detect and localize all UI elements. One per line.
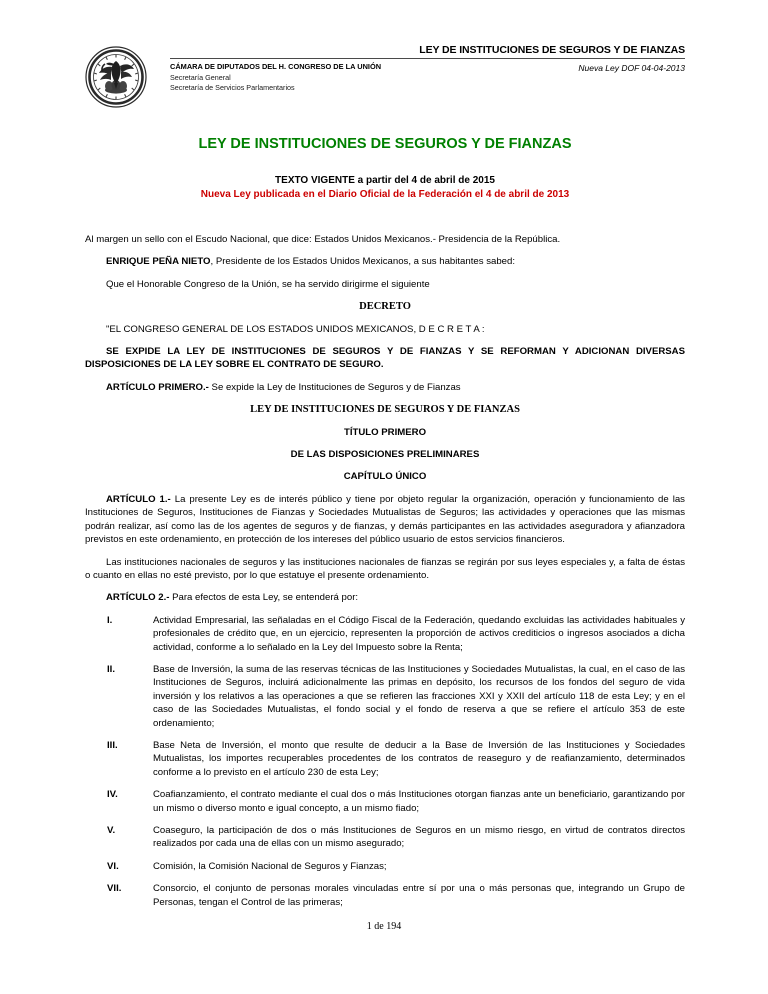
definition-numeral: II. bbox=[107, 663, 115, 675]
subtitle-texto-vigente: TEXTO VIGENTE a partir del 4 de abril de 2015 bbox=[275, 175, 495, 186]
page-title: LEY DE INSTITUCIONES DE SEGUROS Y DE FIANZAS bbox=[198, 136, 572, 152]
list-item bbox=[85, 788, 685, 815]
paragraph-congress-line: Que el Honorable Congreso de la Unión, se ha servido dirigirme el siguiente bbox=[106, 278, 430, 290]
articulo-2-text: Para efectos de esta Ley, se entenderá por: bbox=[169, 592, 359, 604]
heading-decreto: DECRETO bbox=[359, 301, 411, 313]
articulo-primero-text: Se expide la Ley de Instituciones de Seguros y de Fianzas bbox=[208, 381, 461, 393]
list-item bbox=[85, 882, 685, 909]
definition-text: Coafianzamiento, el contrato mediante el cual dos o más Instituciones otorgan fianzas ante un beneficiario, garantizando por un mismo o diverso monto e igual concepto, a un mismo fiado; bbox=[153, 789, 685, 814]
president-rest: , Presidente de los Estados Unidos Mexicanos, a sus habitantes sabed: bbox=[210, 256, 515, 268]
header-dof-note: Nueva Ley DOF 04-04-2013 bbox=[578, 63, 685, 73]
definition-text: Base Neta de Inversión, el monto que resulte de deducir a la Base de Inversión de las Instituciones y Sociedades Mutualistas, los importes recuperables procedentes de los contratos de reaseguro y de reafianzamiento, determinados conforme a lo previsto en el artículo 230 de esta Ley; bbox=[153, 739, 685, 778]
header-institution-block bbox=[170, 62, 381, 94]
heading-ley-instituciones: LEY DE INSTITUCIONES DE SEGUROS Y DE FIANZAS bbox=[250, 404, 520, 416]
paragraph-instituciones-nacionales: Las instituciones nacionales de seguros y las instituciones nacionales de fianzas se regirán por sus leyes especiales y, a falta de éstas o cuanto en ellas no esté previsto, por lo que estatuye el presente ordenamiento. bbox=[85, 556, 685, 581]
definition-numeral: III. bbox=[107, 739, 118, 751]
header-office-general: Secretaría General bbox=[170, 72, 231, 82]
definition-text: Base de Inversión, la suma de las reservas técnicas de las Instituciones y Sociedades Mutualistas, la cual, en el caso de las Instituciones de Seguros, incluirá adicionalmente las primas en depósito, los recursos de los fondos del seguro de vida inversión y los relativos a las operaciones a que se refieren las fracciones XXI y XXII del artículo 118 de esta Ley; y en el caso de las Sociedades Mutualistas, el fondo social y el fondo de reserva a que se refiere el artículo 353 de este ordenamiento; bbox=[153, 663, 685, 729]
articulo-1-label: ARTÍCULO 1.- bbox=[106, 493, 171, 505]
definition-text: Actividad Empresarial, las señaladas en el Código Fiscal de la Federación, quedando excluidas las actividades habituales y profesionales de crédito que, en un ejercicio, representen la proporción de activos crediticios o ingresos asociados a dicha actividad, conforme a lo señalado en la Ley del Impuesto sobre la Renta; bbox=[153, 614, 685, 653]
definition-text: Consorcio, el conjunto de personas morales vinculadas entre sí por una o más personas que, integrando un Grupo de Personas, tengan el Control de las primeras; bbox=[153, 883, 685, 908]
paragraph-congreso-decreta: "EL CONGRESO GENERAL DE LOS ESTADOS UNIDOS MEXICANOS, D E C R E T A : bbox=[106, 323, 485, 335]
header-law-title: LEY DE INSTITUCIONES DE SEGUROS Y DE FIANZAS bbox=[419, 44, 685, 56]
heading-capitulo-unico: CAPÍTULO ÚNICO bbox=[343, 471, 427, 483]
definition-numeral: IV. bbox=[107, 789, 118, 801]
paragraph-se-expide: SE EXPIDE LA LEY DE INSTITUCIONES DE SEGUROS Y DE FIANZAS Y SE REFORMAN Y ADICIONAN DIVERSAS DISPOSICIONES DE LA LEY SOBRE EL CONTRATO DE SEGURO. bbox=[85, 346, 685, 371]
articulo-primero-label: ARTÍCULO PRIMERO.- bbox=[106, 381, 209, 393]
header-office-parliamentary: Secretaría de Servicios Parlamentarios bbox=[170, 83, 295, 92]
document-body bbox=[85, 233, 685, 918]
definition-numeral: I. bbox=[107, 614, 113, 626]
definitions-list bbox=[85, 614, 685, 909]
paragraph-articulo-1 bbox=[85, 493, 685, 547]
list-item bbox=[85, 860, 685, 873]
title-block bbox=[85, 135, 685, 202]
page-number-label: 1 de 194 bbox=[366, 921, 402, 932]
definition-text: Coaseguro, la participación de dos o más Instituciones de Seguros en un mismo riesgo, en virtud de contratos directos realizados por cada una de ellas con un mismo asegurado; bbox=[153, 825, 685, 850]
president-name: ENRIQUE PEÑA NIETO bbox=[106, 256, 211, 268]
list-item bbox=[85, 824, 685, 851]
heading-disposiciones-preliminares: DE LAS DISPOSICIONES PRELIMINARES bbox=[290, 449, 480, 461]
paragraph-margin-seal: Al margen un sello con el Escudo Nacional, que dice: Estados Unidos Mexicanos.- Presidencia de la República. bbox=[85, 234, 561, 245]
list-item bbox=[85, 614, 685, 654]
heading-titulo-primero: TÍTULO PRIMERO bbox=[343, 426, 427, 438]
mexican-coat-of-arms-emblem-icon bbox=[85, 46, 147, 108]
page-footer bbox=[0, 921, 768, 932]
header-divider bbox=[170, 58, 685, 59]
definition-text: Comisión, la Comisión Nacional de Seguros y Fianzas; bbox=[153, 860, 387, 872]
header-institution-name: CÁMARA DE DIPUTADOS DEL H. CONGRESO DE LA UNIÓN bbox=[170, 62, 382, 71]
definition-numeral: V. bbox=[107, 825, 116, 836]
definition-numeral: VII. bbox=[107, 883, 122, 895]
list-item bbox=[85, 739, 685, 779]
header-text-block bbox=[170, 44, 685, 94]
paragraph-articulo-2 bbox=[85, 591, 685, 604]
paragraph-president bbox=[85, 255, 685, 268]
articulo-1-text: La presente Ley es de interés público y tiene por objeto regular la organización, operación y funcionamiento de las Instituciones de Seguros, Instituciones de Fianzas y Sociedades Mutualistas de Seguros; las actividades y operaciones que las mismas podrán realizar, así como las de los agentes de seguros y de fianzas, y demás participantes en las actividades aseguradora y afianzadora previstos en este ordenamiento, en protección de los intereses del público usuario de estos servicios financieros. bbox=[85, 493, 685, 546]
document-header bbox=[85, 44, 685, 112]
definition-numeral: VI. bbox=[107, 860, 119, 872]
list-item bbox=[85, 663, 685, 730]
subtitle-publicada: Nueva Ley publicada en el Diario Oficial de la Federación el 4 de abril de 2013 bbox=[200, 189, 570, 200]
paragraph-articulo-primero bbox=[85, 381, 685, 394]
articulo-2-label: ARTÍCULO 2.- bbox=[106, 592, 170, 604]
